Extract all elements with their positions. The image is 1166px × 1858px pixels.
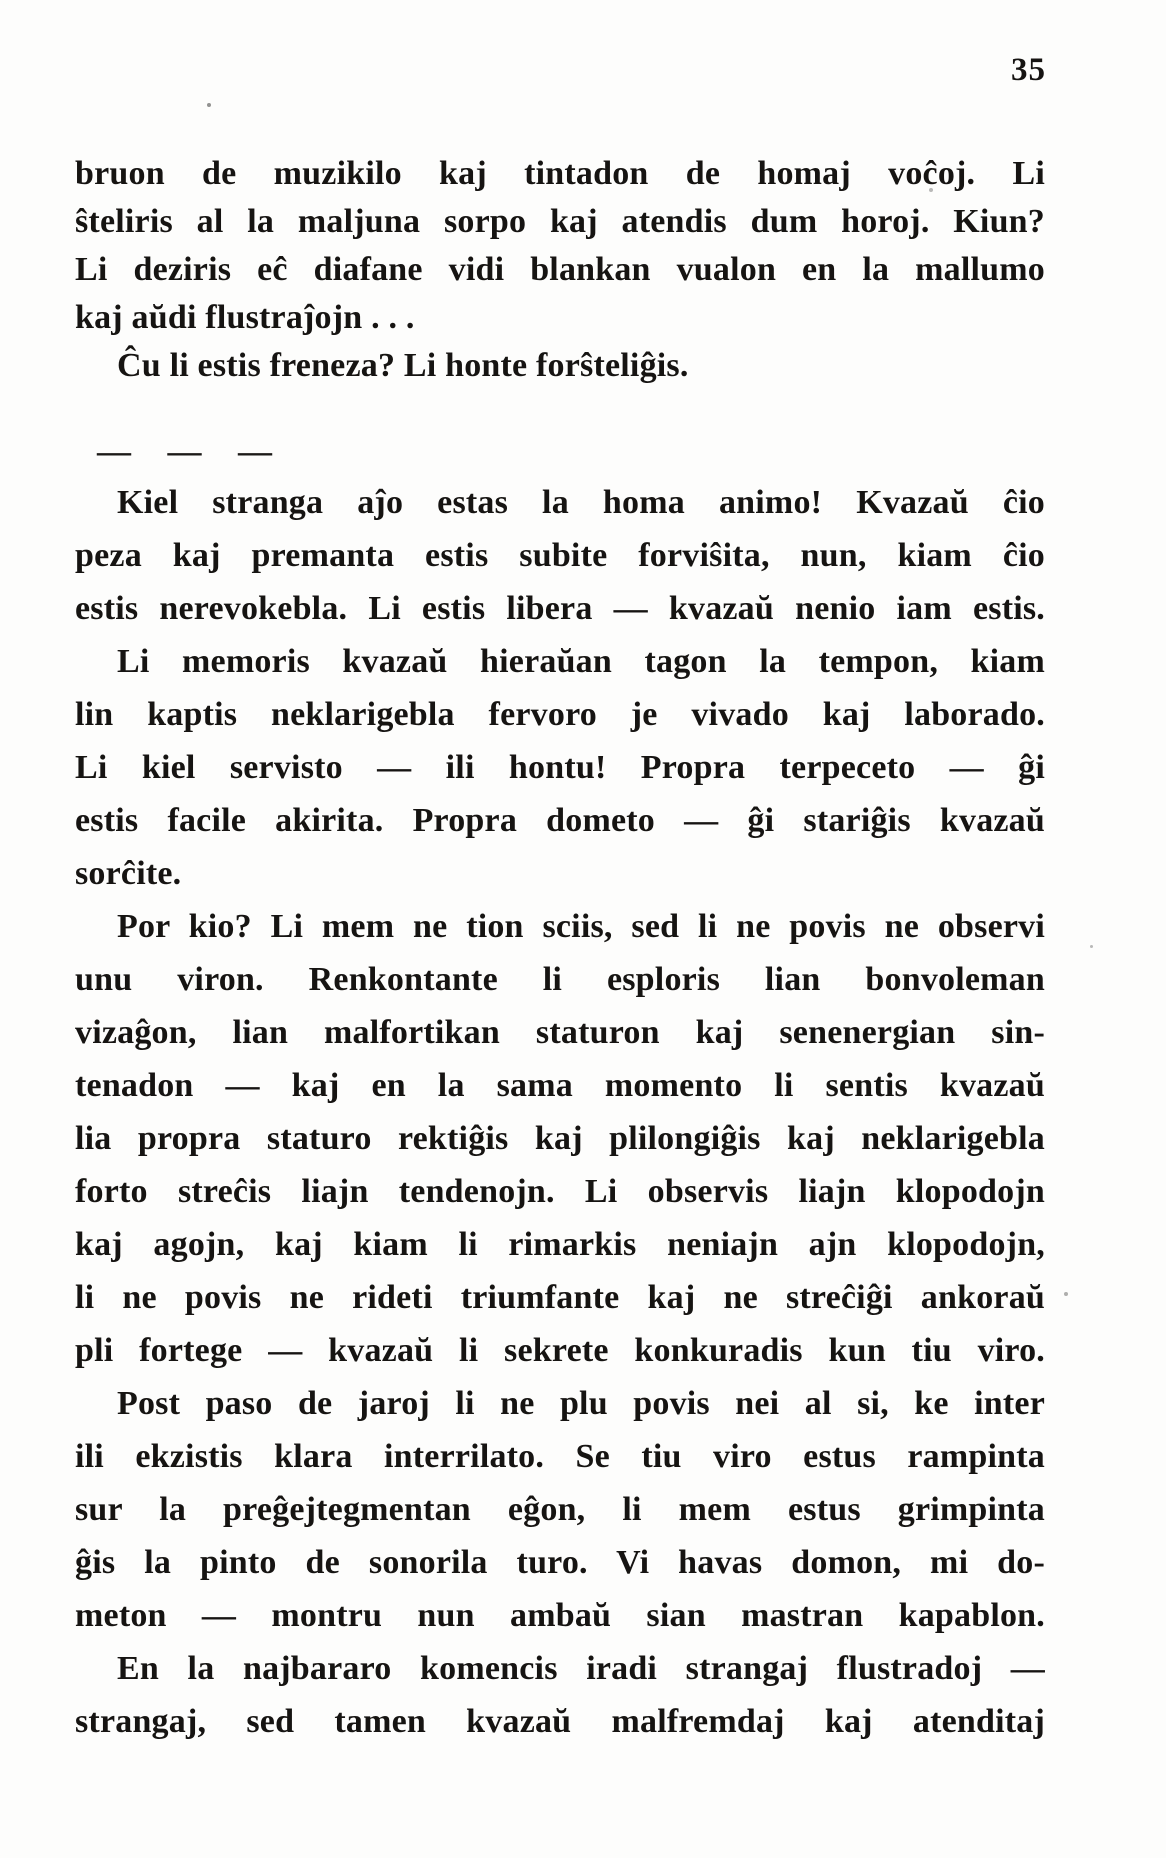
scan-speckle bbox=[207, 103, 211, 107]
text-line: ĝis la pinto de sonorila turo. Vi havas domon, mi do- bbox=[75, 1544, 1045, 1581]
scan-speckle bbox=[1090, 945, 1093, 948]
text-line: sorĉite. bbox=[75, 855, 182, 892]
text-line: meton — montru nun ambaŭ sian mastran kapablon. bbox=[75, 1597, 1045, 1634]
text-line: sur la preĝejtegmentan eĝon, li mem estus grimpinta bbox=[75, 1491, 1045, 1528]
text-line: kaj agojn, kaj kiam li rimarkis neniajn ajn klopodojn, bbox=[75, 1226, 1045, 1263]
text-line: Li memoris kvazaŭ hieraŭan tagon la tempon, kiam bbox=[117, 643, 1045, 680]
section-break-dashes: — — — bbox=[97, 433, 286, 470]
text-line: li ne povis ne rideti triumfante kaj ne streĉiĝi ankoraŭ bbox=[75, 1279, 1045, 1316]
page-number: 35 bbox=[1011, 52, 1046, 88]
text-line: Post paso de jaroj li ne plu povis nei al si, ke inter bbox=[117, 1385, 1045, 1422]
body-text bbox=[75, 150, 1045, 1748]
text-line: estis facile akirita. Propra dometo — ĝi stariĝis kvazaŭ bbox=[75, 802, 1045, 839]
text-line: bruon de muzikilo kaj tintadon de homaj voĉoj. Li bbox=[75, 155, 1045, 192]
text-line: vizaĝon, lian malfortikan staturon kaj senenergian sin- bbox=[75, 1014, 1045, 1051]
text-line: Li kiel servisto — ili hontu! Propra terpeceto — ĝi bbox=[75, 749, 1045, 786]
paragraph-group-upper bbox=[75, 150, 1045, 390]
text-line: strangaj, sed tamen kvazaŭ malfremdaj kaj atenditaj bbox=[75, 1703, 1045, 1740]
text-line: peza kaj premanta estis subite forviŝita, nun, kiam ĉio bbox=[75, 537, 1045, 574]
paragraph-group-lower bbox=[75, 476, 1045, 1748]
text-line: Li deziris eĉ diafane vidi blankan vualon en la mallumo bbox=[75, 251, 1045, 288]
text-line: lia propra staturo rektiĝis kaj plilongiĝis kaj neklarigebla bbox=[75, 1120, 1045, 1157]
text-line: forto streĉis liajn tendenojn. Li observis liajn klopodojn bbox=[75, 1173, 1045, 1210]
text-line: estis nerevokebla. Li estis libera — kvazaŭ nenio iam estis. bbox=[75, 590, 1045, 627]
text-line: pli fortege — kvazaŭ li sekrete konkuradis kun tiu viro. bbox=[75, 1332, 1045, 1369]
text-line: ŝteliris al la maljuna sorpo kaj atendis dum horoj. Kiun? bbox=[75, 203, 1045, 240]
text-line: Kiel stranga aĵo estas la homa animo! Kvazaŭ ĉio bbox=[117, 484, 1045, 521]
scan-speckle bbox=[1064, 1292, 1068, 1296]
text-line: kaj aŭdi flustraĵojn . . . bbox=[75, 299, 415, 336]
text-line: ili ekzistis klara interrilato. Se tiu viro estus rampinta bbox=[75, 1438, 1045, 1475]
text-line: tenadon — kaj en la sama momento li sentis kvazaŭ bbox=[75, 1067, 1045, 1104]
text-line: unu viron. Renkontante li esploris lian bonvoleman bbox=[75, 961, 1045, 998]
text-line: En la najbararo komencis iradi strangaj flustradoj — bbox=[117, 1650, 1045, 1687]
text-line: Ĉu li estis freneza? Li honte forŝteliĝis. bbox=[117, 347, 689, 384]
text-line: Por kio? Li mem ne tion sciis, sed li ne povis ne observi bbox=[117, 908, 1045, 945]
text-line: lin kaptis neklarigebla fervoro je vivado kaj laborado. bbox=[75, 696, 1045, 733]
